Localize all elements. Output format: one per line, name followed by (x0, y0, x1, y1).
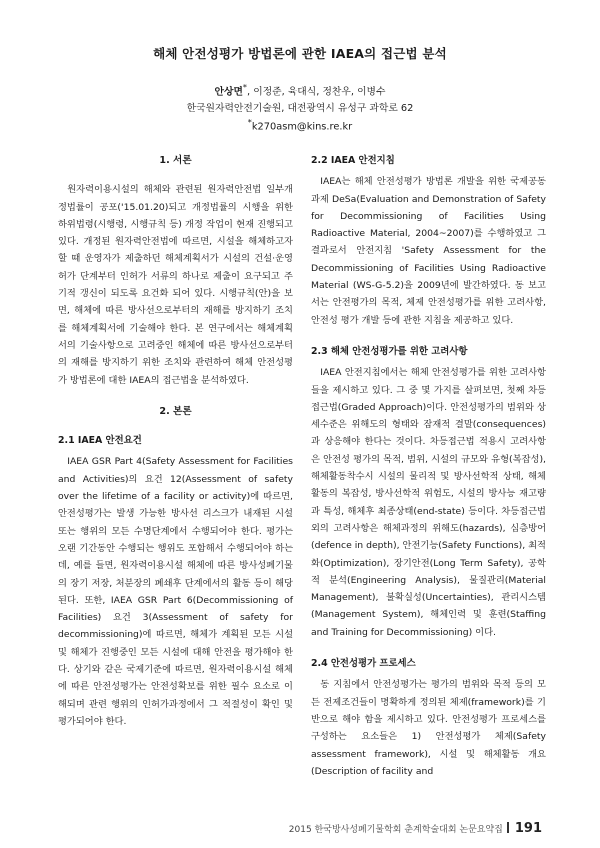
email-address: k270asm@kins.re.kr (251, 121, 353, 133)
subsection-2-4-paragraph: 동 지침에서 안전성평가는 평가의 범위와 목적 등의 모든 전제조건들이 명확하게 정의된 체제(framework)를 기반으로 해야 함을 제시하고 있다. 안전성평가 프로세스를 구성하는 요소들은 1) 안전성평가 체제(Safety assessment framework), 시설 및 해체활동 개요(Description of facility and (311, 679, 546, 777)
right-column (311, 152, 546, 780)
subsection-2-2-paragraph: IAEA는 해체 안전성평가 방법론 개발을 위한 국제공동과제 DeSa(Evaluation and Demonstration of Safety for Decommissioning of Facilities Using Radioactive Material, 2004~2007)를 수행하였고 그 결과로서 안전지침 'Safety Assessment for the Decommissioning of Facilities Using Radioactive Material (WS-G-5.2)을 2009년에 발간하였다. 동 보고서는 안전평가의 목적, 체제 안전성평가를 위한 고려사항, 안전성 평가 개발 등에 관한 지침을 제공하고 있다. (311, 176, 546, 326)
email-mark: * (247, 117, 252, 127)
section-body-title: 2. 본론 (159, 405, 192, 417)
email-line (0, 117, 600, 132)
subsection-2-1-title: 2.1 IAEA 안전요건 (58, 435, 142, 447)
subsection-2-4-title: 2.4 안전성평가 프로세스 (311, 658, 416, 670)
subsection-2-3-paragraph: IAEA 안전지침에서는 해체 안전성평가를 위한 고려사항들을 제시하고 있다. 그 중 몇 가지를 살펴보면, 첫째 차등접근법(Graded Approach)이다. 안전성평가의 범위와 상세수준은 위해도의 형태와 잠재적 결말(consequences)과 상응해야 한다는 것이다. 차등접근법 적용시 고려사항은 안전성 평가의 목적, 범위, 시설의 규모와 유형(복잡성), 해체활동착수시 시설의 물리적 및 방사선학적 상태, 해체활동의 복잡성, 방사선학적 위험도, 시설의 방사능 재고량과 특성, 해체후 최종상태(end-state) 등이다. 차등접근법 외의 고려사항은 해체과정의 위해도(hazards), 심층방어(defence in depth), 안전기능(Safety Functions), 최적화(Optimization), 장기안전(Long Term Safety), 공학적 분석(Engineering Analysis), 물질관리(Material Management), 불확실성(Uncertainties), 관리시스템(Management System), 해체인력 및 훈련(Staffing and Training for Decommissioning) 이다. (311, 367, 546, 638)
subsection-2-3-title: 2.3 해체 안전성평가를 위한 고려사항 (311, 345, 468, 357)
subsection-2-2-title: 2.2 IAEA 안전지침 (311, 155, 395, 166)
footer-divider (507, 822, 509, 833)
page-number: 191 (514, 821, 542, 836)
conference-name: 2015 한국방사성폐기물학회 춘계학술대회 논문요약집 (288, 825, 503, 835)
paper-title: 해체 안전성평가 방법론에 관한 IAEA의 접근법 분석 (153, 46, 447, 61)
lead-author: 안상면 (214, 86, 243, 98)
introduction-paragraph: 원자력이용시설의 해체와 관련된 원자력안전법 일부개정법률이 공포('15.01.20)되고 개정법률의 시행을 위한 하위법령(시행령, 시행규칙 등) 개정 작업이 현재 진행되고 있다. 개정된 원자력안전법에 따르면, 시설을 해체하고자 할 때 운영자가 제출하던 해체계획서가 시설의 건설·운영허가 단계부터 인허가 서류의 하나로 제출이 요구되고 주기적 갱신이 되도록 요건화 되어 있다. 시행규칙(안)을 보면, 해체에 따른 방사선으로부터의 재해를 방지하기 조치를 해체계획서에 기술해야 한다. 본 연구에서는 해체계획서의 기술사항으로 고려중인 해체에 따른 방사선으로부터의 재해를 방지하기 위한 조치와 관련하여 해체 안전성평가 방법론에 대한 IAEA의 접근법을 분석하였다. (58, 184, 293, 386)
section-introduction-title: 1. 서론 (159, 155, 192, 166)
author-line (0, 82, 600, 97)
subsection-2-1-paragraph: IAEA GSR Part 4(Safety Assessment for Facilities and Activities)의 요건 12(Assessment of safety over the lifetime of a facility or activity)에 따르면, 안전성평가는 발생 가능한 방사선 리스크가 내재된 시설 또는 행위의 모든 수명단계에서 수행되어야 한다. 평가는 오랜 기간동안 수행되는 행위도 포함해서 수행되어야 하는데, 예를 들면, 원자력이용시설 해체에 따른 방사성폐기물의 장기 저장, 처분장의 폐쇄후 단계에서의 활동 등이 해당된다. 또한, IAEA GSR Part 6(Decommissioning of Facilities) 요건 3(Assessment of safety for decommissioning)에 따르면, 해체가 계획된 모든 시설 및 해체가 진행중인 모든 시설에 대해 안전을 평가해야 한다. 상기와 같은 국제기준에 따르면, 원자력이용시설 해체에 따른 안전성평가는 안전성확보를 위한 필수 요소로 이해되며 관련 행위의 인허가과정에서 그 적절성이 확인 및 평가되어야 한다. (58, 456, 293, 727)
affiliation: 한국원자력안전기술원, 대전광역시 유성구 과학로 62 (186, 103, 414, 114)
left-column (58, 152, 293, 730)
page-footer (289, 821, 542, 836)
coauthors: , 이정준, 육대식, 정찬우, 이병수 (247, 86, 386, 98)
corresponding-mark: * (242, 82, 247, 92)
